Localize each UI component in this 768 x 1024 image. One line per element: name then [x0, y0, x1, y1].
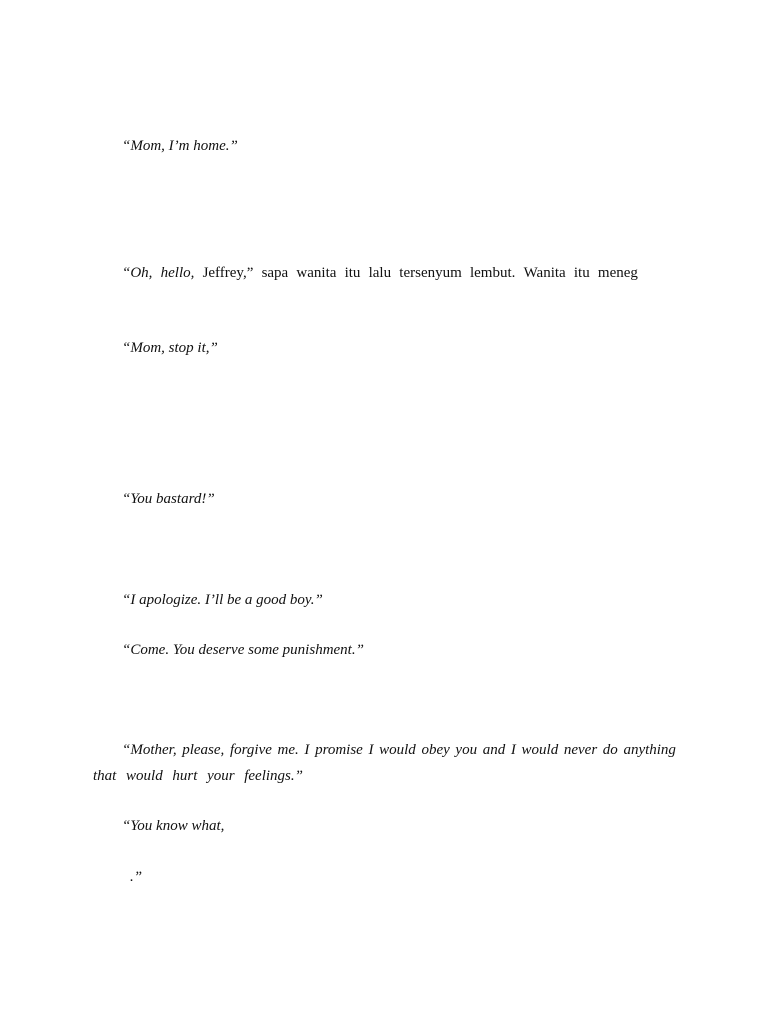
word: Wanita [523, 265, 566, 281]
dialogue-mother-forgive-line1 [122, 741, 676, 759]
word: I [510, 742, 516, 758]
dialogue-i-apologize: “I apologize. I’ll be a good boy.” [122, 592, 323, 608]
word: would [126, 768, 163, 784]
word: itu [344, 265, 361, 281]
word: hello, [160, 265, 195, 281]
word: me. [277, 742, 299, 758]
word: itu [573, 265, 590, 281]
word: would [379, 742, 416, 758]
word: anything [623, 742, 676, 758]
word: hurt [172, 768, 198, 784]
dialogue-mom-im-home: “Mom, I’m home.” [122, 138, 238, 154]
word: feelings.” [244, 768, 303, 784]
word: forgive [229, 742, 272, 758]
word: sapa [261, 265, 289, 281]
word: your [207, 768, 235, 784]
word: lembut. [469, 265, 516, 281]
dialogue-come-punishment: “Come. You deserve some punishment.” [122, 642, 364, 658]
dialogue-you-know-what: “You know what, [122, 818, 225, 834]
word: never [563, 742, 598, 758]
dialogue-closing-quote: .” [130, 869, 143, 885]
word: that [93, 768, 117, 784]
word: please, [182, 742, 225, 758]
word: obey [421, 742, 450, 758]
word: wanita [296, 265, 337, 281]
word: you [455, 742, 478, 758]
word: tersenyum [399, 265, 462, 281]
word: would [521, 742, 559, 758]
word: I [368, 742, 374, 758]
dialogue-mom-stop-it: “Mom, stop it,” [122, 340, 218, 356]
word: Jeffrey,” [202, 265, 254, 281]
paragraph-oh-hello-jeffrey [122, 264, 638, 282]
word: lalu [368, 265, 392, 281]
word: meneg [597, 265, 638, 281]
dialogue-you-bastard: “You bastard!” [122, 491, 215, 507]
word: I [304, 742, 310, 758]
word: do [602, 742, 618, 758]
word: and [482, 742, 506, 758]
dialogue-mother-forgive-line2 [93, 767, 303, 785]
word: “Mother, [122, 742, 177, 758]
word: “Oh, [122, 265, 153, 281]
word: promise [315, 742, 363, 758]
